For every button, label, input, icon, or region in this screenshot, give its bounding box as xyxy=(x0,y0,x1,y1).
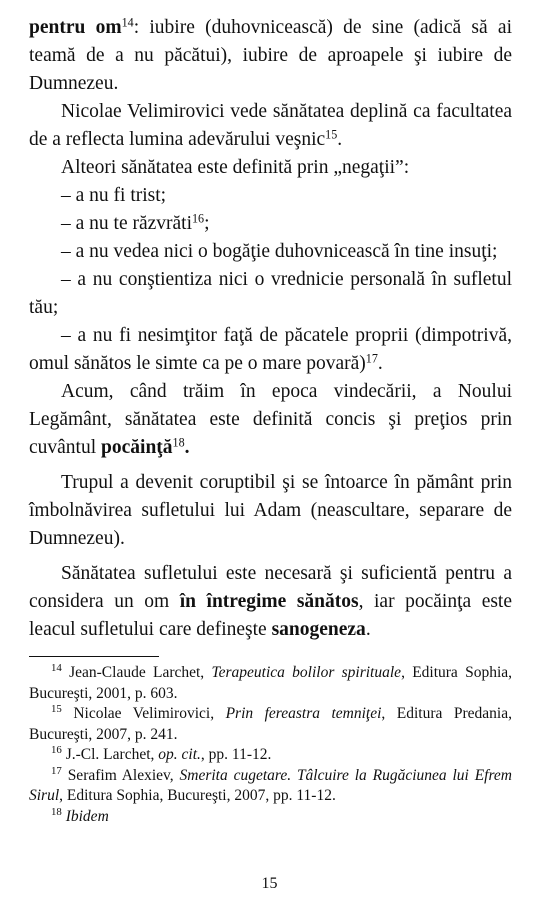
paragraph-2 xyxy=(29,98,512,154)
punctuation: . xyxy=(184,437,190,458)
footnote-number: 17 xyxy=(51,764,62,777)
list-item-text: – a nu te răzvrăti xyxy=(61,213,193,234)
list-item-text: – a nu fi trist; xyxy=(61,185,167,206)
footnote-text: Serafim Alexiev, xyxy=(67,766,180,784)
list-item xyxy=(29,238,512,266)
footnote-ref-18[interactable]: 18 xyxy=(172,435,185,450)
footnote-number: 18 xyxy=(51,805,62,818)
footnote-text: , Editura Sophia, Bucureşti, 2007, pp. 11-12. xyxy=(59,787,336,804)
footnote-title: Ibidem xyxy=(65,807,109,825)
footnote-number: 16 xyxy=(51,744,62,757)
punctuation: . xyxy=(365,619,371,640)
footnote-ref-14[interactable]: 14 xyxy=(121,15,134,30)
paragraph-text: Nicolae Velimirovici vede sănătatea deplină ca facultatea de a reflecta lumina adevărului veşnic xyxy=(29,101,512,150)
paragraph-text: Acum, când trăim în epoca vindecării, a Noului Legământ, sănătatea este definită concis şi preţios prin cuvântul xyxy=(29,381,512,458)
footnote-ref-16[interactable]: 16 xyxy=(192,211,205,226)
footnote-text: Jean-Claude Larchet, xyxy=(69,664,212,681)
footnote-16 xyxy=(29,745,512,766)
punctuation: . xyxy=(337,129,343,150)
page-number: 15 xyxy=(261,875,278,892)
footnotes xyxy=(29,663,512,827)
paragraph-text: , iar pocăinţa este leacul sufletului care defineşte xyxy=(29,591,513,640)
footnote-ref-15[interactable]: 15 xyxy=(325,127,338,142)
bold-phrase: sanogeneza xyxy=(271,619,366,640)
footnote-title: Prin fereastra temniţei xyxy=(225,705,382,722)
footnote-text: J.-Cl. Larchet, xyxy=(65,746,159,763)
bold-phrase: pocăinţă xyxy=(101,437,173,458)
list-item xyxy=(29,266,512,322)
list-item-text: – a nu fi nesimţitor faţă de păcatele proprii (dimpotrivă, omul sănătos le simte ca pe o mare povară) xyxy=(29,325,512,374)
paragraph-5 xyxy=(29,469,512,553)
footnote-title: op. cit. xyxy=(158,746,201,763)
footnote-ref-17[interactable]: 17 xyxy=(365,351,378,366)
footnote-title: Terapeutica bolilor spirituale xyxy=(211,664,402,681)
paragraph-text: : iubire (duhovnicească) de sine (adică să ai teamă de a nu păcătui), iubire de aproapele şi iubire de Dumnezeu. xyxy=(29,17,512,94)
footnote-text: , Editura Sophia, Bucureşti, 2001, p. 603. xyxy=(29,664,513,702)
list-item xyxy=(29,210,512,238)
paragraph-4 xyxy=(29,378,512,462)
footnote-number: 14 xyxy=(51,662,62,675)
list-item-text: – a nu conştientiza nici o vrednicie personală în sufletul tău; xyxy=(29,269,512,318)
footnote-text: Nicolae Velimirovici, xyxy=(73,705,226,722)
main-text xyxy=(29,14,512,644)
paragraph-3 xyxy=(29,154,512,182)
paragraph-text: Sănătatea sufletului este necesară şi suficientă pentru a considera un om xyxy=(29,563,512,612)
footnote-title: Smerita cugetare. Tâlcuire la Rugăciunea lui Efrem Sirul xyxy=(29,766,512,804)
footnote-separator xyxy=(29,656,159,657)
paragraph-text: Alteori sănătatea este definită prin „negaţii”: xyxy=(61,157,410,178)
footnote-text: , pp. 11-12. xyxy=(200,746,272,763)
paragraph-text: Trupul a devenit coruptibil şi se întoarce în pământ prin îmbolnăvirea sufletului lui Adam (neascultare, separare de Dumnezeu). xyxy=(29,472,512,549)
footnote-number: 15 xyxy=(51,703,62,716)
list-item xyxy=(29,322,512,378)
list-item-text: – a nu vedea nici o bogăţie duhovnicească în tine insuţi; xyxy=(61,241,498,262)
punctuation: . xyxy=(377,353,383,374)
bold-phrase: în întregime sănătos xyxy=(179,591,359,612)
punctuation: ; xyxy=(204,213,210,234)
list-item xyxy=(29,182,512,210)
footnote-18 xyxy=(29,807,512,828)
footnote-17 xyxy=(29,766,512,807)
paragraph-1 xyxy=(29,14,512,98)
footnote-15 xyxy=(29,704,512,745)
bold-phrase: pentru om xyxy=(29,17,122,38)
paragraph-6 xyxy=(29,560,512,644)
footnote-text: , Editura Predania, Bucureşti, 2007, p. 241. xyxy=(29,705,512,743)
footnote-14 xyxy=(29,663,512,704)
